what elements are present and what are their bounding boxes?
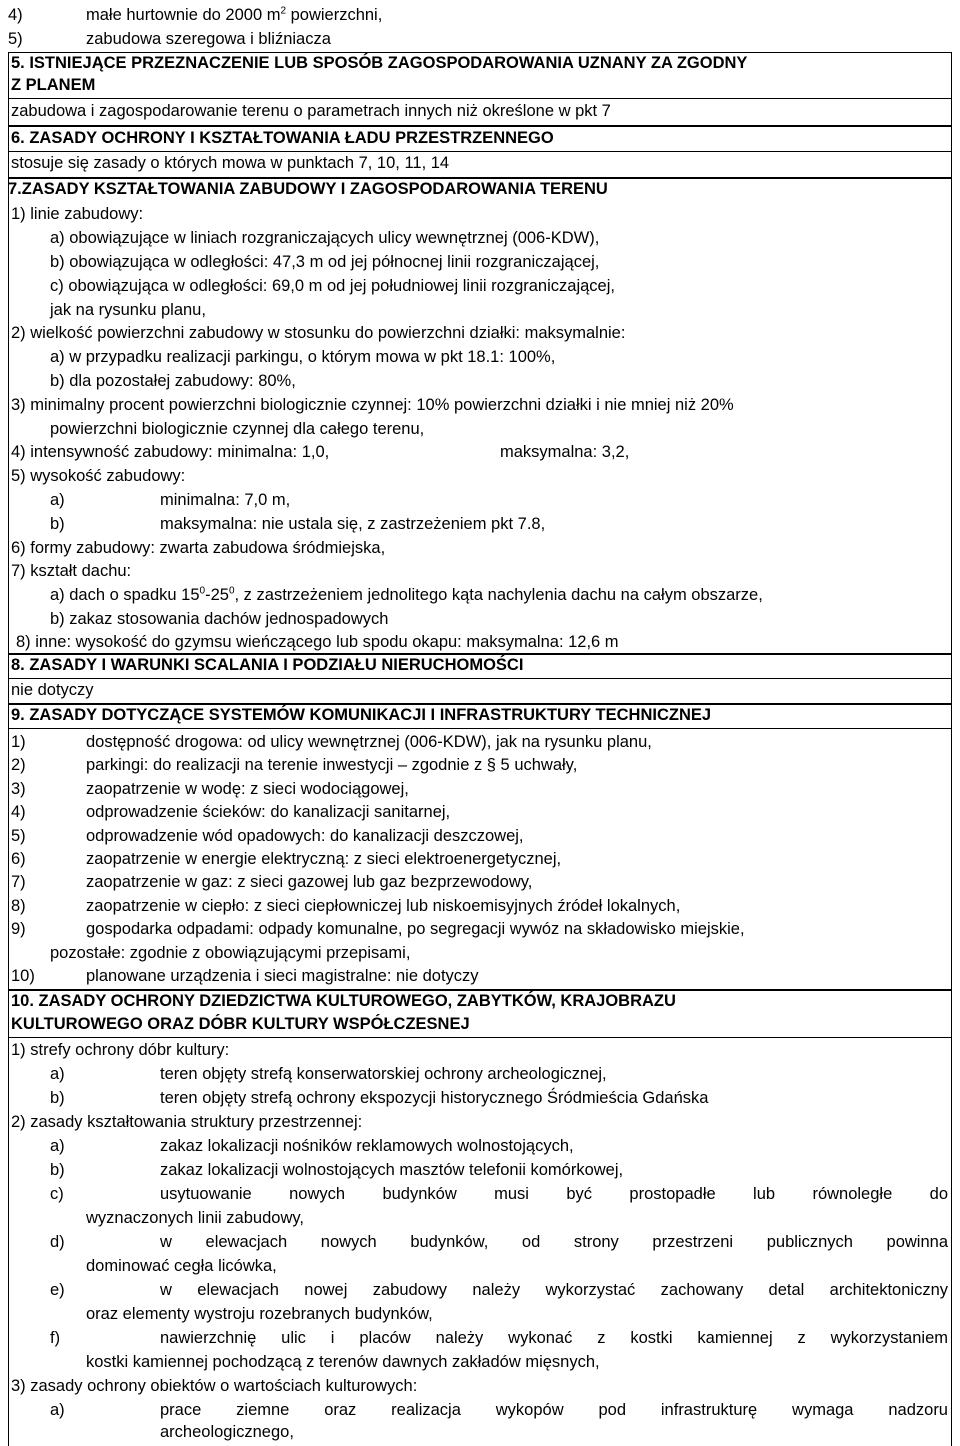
list-number: 7) bbox=[11, 873, 26, 892]
list-number: 8) bbox=[11, 896, 26, 915]
list-item bbox=[8, 965, 952, 987]
section-10-subitem: a) zakaz lokalizacji nośników reklamowych wolnostojących, bbox=[50, 1137, 574, 1155]
section-7-item: 6) formy zabudowy: zwarta zabudowa śródmiejska, bbox=[11, 539, 386, 557]
section-7-subitem: a) obowiązujące w liniach rozgraniczających ulicy wewnętrznej (006-KDW), bbox=[50, 229, 600, 247]
section-7-item: 4) intensywność zabudowy: minimalna: 1,0, maksymalna: 3,2, bbox=[11, 443, 630, 461]
section-10-subitem: c) usytuowanie nowych budynków musi być prostopadłe lub równoległe do bbox=[50, 1185, 948, 1203]
section-5-text: zabudowa i zagospodarowanie terenu o parametrach innych niż określone w pkt 7 bbox=[11, 102, 611, 120]
list-text: parkingi: do realizacji na terenie inwestycji – zgodnie z § 5 uchwały, bbox=[86, 756, 578, 775]
list-text: zaopatrzenie w energie elektryczną: z sieci elektroenergetycznej, bbox=[86, 850, 562, 868]
section-10-subitem-cont: wyznaczonych linii zabudowy, bbox=[86, 1209, 304, 1227]
list-text: zaopatrzenie w ciepło: z sieci ciepłowniczej lub niskoemisyjnych źródeł lokalnych, bbox=[86, 896, 681, 915]
section-7-heading: 7.ZASADY KSZTAŁTOWANIA ZABUDOWY I ZAGOSPODAROWANIA TERENU bbox=[8, 180, 608, 198]
section-5-heading-cont: Z PLANEM bbox=[11, 76, 96, 94]
section-10-subitem-cont: kostki kamiennej pochodzącą z terenów dawnych zakładów mięsnych, bbox=[86, 1353, 600, 1371]
list-text: planowane urządzenia i sieci magistralne: nie dotyczy bbox=[86, 967, 479, 985]
section-10-subitem: b) teren objęty strefą ochrony ekspozycji historycznego Śródmieścia Gdańska bbox=[50, 1089, 709, 1107]
list-item bbox=[8, 801, 952, 823]
list-number: 3) bbox=[11, 779, 26, 798]
list-item bbox=[8, 778, 952, 800]
list-item bbox=[8, 731, 952, 753]
section-7-item: 3) minimalny procent powierzchni biologicznie czynnej: 10% powierzchni działki i nie mniej niż 20% bbox=[11, 396, 734, 414]
section-10-item: 3) zasady ochrony obiektów o wartościach kulturowych: bbox=[11, 1377, 418, 1395]
section-10-heading-cont: KULTUROWEGO ORAZ DÓBR KULTURY WSPÓŁCZESNEJ bbox=[11, 1015, 470, 1033]
section-8-text: nie dotyczy bbox=[11, 681, 94, 699]
section-6-text: stosuje się zasady o których mowa w punktach 7, 10, 11, 14 bbox=[11, 154, 450, 172]
section-8-heading: 8. ZASADY I WARUNKI SCALANIA I PODZIAŁU NIERUCHOMOŚCI bbox=[11, 656, 524, 674]
section-7-subitem: a) dach o spadku $15^0-25^0$, z zastrzeżeniem jednolitego kąta nachylenia dachu na całym obszarze, bbox=[50, 585, 763, 604]
list-item bbox=[8, 28, 952, 50]
section-10-subitem: e) w elewacjach nowej zabudowy należy wykorzystać zachowany detal architektoniczny bbox=[50, 1281, 948, 1299]
list-text: pozostałe: zgodnie z obowiązującymi przepisami, bbox=[50, 943, 411, 962]
section-7-subitem-cont: jak na rysunku planu, bbox=[50, 301, 206, 319]
list-number: 4) bbox=[11, 803, 26, 822]
list-number: 5) bbox=[11, 826, 26, 845]
section-10-subitem: b) zakaz lokalizacji wolnostojących masztów telefonii komórkowej, bbox=[50, 1161, 624, 1179]
list-number: 1) bbox=[11, 733, 26, 751]
list-item bbox=[8, 918, 952, 940]
list-number: 4) bbox=[8, 6, 23, 24]
section-9-heading: 9. ZASADY DOTYCZĄCE SYSTEMÓW KOMUNIKACJI I INFRASTRUKTURY TECHNICZNEJ bbox=[11, 706, 712, 724]
list-number: 10) bbox=[11, 967, 35, 985]
list-item bbox=[8, 754, 952, 776]
list-number: 2) bbox=[11, 756, 26, 775]
list-text: zabudowa szeregowa i bliźniacza bbox=[86, 30, 331, 48]
section-7-subitem: a) w przypadku realizacji parkingu, o którym mowa w pkt 18.1: 100%, bbox=[50, 348, 556, 366]
list-item bbox=[8, 871, 952, 893]
section-10-item: 1) strefy ochrony dóbr kultury: bbox=[11, 1041, 230, 1059]
section-10-subitem-cont: oraz elementy wystroju rozebranych budynków, bbox=[86, 1305, 433, 1323]
list-text: odprowadzenie ścieków: do kanalizacji sanitarnej, bbox=[86, 803, 451, 822]
section-7-subitem: b) dla pozostałej zabudowy: 80%, bbox=[50, 372, 296, 390]
list-text: małe hurtownie do 2000 $m^2$ powierzchni, bbox=[86, 5, 383, 24]
list-item bbox=[8, 825, 952, 847]
section-7-item: 8) inne: wysokość do gzymsu wieńczącego lub spodu okapu: maksymalna: 12,6 m bbox=[16, 633, 619, 651]
list-item bbox=[8, 942, 952, 964]
section-7-item: 7) kształt dachu: bbox=[11, 562, 132, 580]
list-number: 5) bbox=[8, 30, 23, 48]
list-text: gospodarka odpadami: odpady komunalne, po segregacji wywóz na składowisko miejskie, bbox=[86, 920, 745, 939]
section-7-box bbox=[8, 178, 952, 654]
section-10-subitem: a) teren objęty strefą konserwatorskiej ochrony archeologicznej, bbox=[50, 1065, 607, 1083]
list-item bbox=[8, 895, 952, 917]
section-5-heading: 5. ISTNIEJĄCE PRZEZNACZENIE LUB SPOSÓB ZAGOSPODAROWANIA UZNANY ZA ZGODNY bbox=[11, 54, 748, 72]
section-10-subitem: f) nawierzchnię ulic i placów należy wykonać z kostki kamiennej z wykorzystaniem bbox=[50, 1329, 948, 1347]
list-number: 6) bbox=[11, 850, 26, 868]
list-item bbox=[8, 848, 952, 870]
section-7-item: 5) wysokość zabudowy: bbox=[11, 467, 186, 485]
section-10-item: 2) zasady kształtowania struktury przestrzennej: bbox=[11, 1113, 363, 1131]
section-7-subitem: b) zakaz stosowania dachów jednospadowych bbox=[50, 610, 389, 628]
list-text: zaopatrzenie w wodę: z sieci wodociągowej, bbox=[86, 779, 409, 798]
section-7-subitem: a) minimalna: 7,0 m, bbox=[50, 491, 291, 509]
section-10-subitem: a) prace ziemne oraz realizacja wykopów pod infrastrukturę wymaga nadzoru bbox=[50, 1401, 948, 1419]
section-7-item: 1) linie zabudowy: bbox=[11, 205, 144, 223]
section-7-subitem: c) obowiązująca w odległości: 69,0 m od jej południowej linii rozgraniczającej, bbox=[50, 277, 615, 295]
list-text: odprowadzenie wód opadowych: do kanalizacji deszczowej, bbox=[86, 826, 524, 845]
section-10-heading: 10. ZASADY OCHRONY DZIEDZICTWA KULTUROWEGO, ZABYTKÓW, KRAJOBRAZU bbox=[11, 992, 676, 1010]
section-10-subitem-cont: dominować cegła licówka, bbox=[86, 1257, 277, 1275]
section-7-subitem: b) obowiązująca w odległości: 47,3 m od jej północnej linii rozgraniczającej, bbox=[50, 253, 600, 271]
section-7-item-cont: powierzchni biologicznie czynnej dla całego terenu, bbox=[50, 420, 425, 438]
list-item bbox=[8, 4, 952, 26]
section-10-subitem: d) w elewacjach nowych budynków, od strony przestrzeni publicznych powinna bbox=[50, 1233, 948, 1251]
section-7-subitem: b) maksymalna: nie ustala się, z zastrzeżeniem pkt 7.8, bbox=[50, 515, 546, 533]
list-text: zaopatrzenie w gaz: z sieci gazowej lub gaz bezprzewodowy, bbox=[86, 873, 533, 892]
section-10-subitem-cont: archeologicznego, bbox=[160, 1423, 294, 1441]
list-text: dostępność drogowa: od ulicy wewnętrznej (006-KDW), jak na rysunku planu, bbox=[86, 733, 652, 751]
section-7-item: 2) wielkość powierzchni zabudowy w stosunku do powierzchni działki: maksymalnie: bbox=[11, 324, 626, 342]
section-6-heading: 6. ZASADY OCHRONY I KSZTAŁTOWANIA ŁADU PRZESTRZENNEGO bbox=[11, 129, 554, 147]
list-number: 9) bbox=[11, 920, 26, 939]
